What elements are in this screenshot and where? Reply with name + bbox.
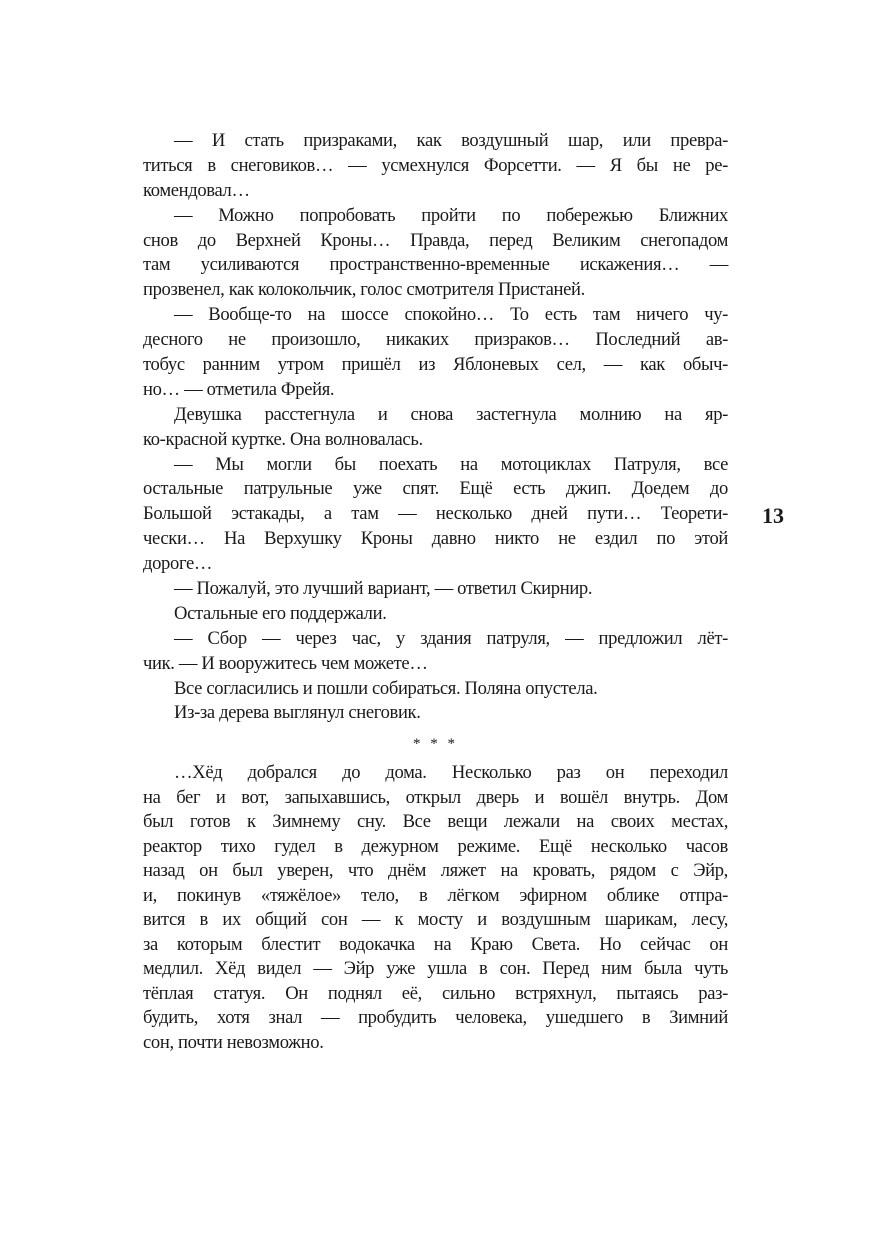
text-line: — Сбор — через час, у здания патруля, — предложил лёт- [174,627,728,649]
text-line: снов до Верхней Кроны… Правда, перед Великим снегопадом [143,229,728,251]
text-line: был готов к Зимнему сну. Все вещи лежали на своих местах, [143,811,728,832]
text-line: комендовал… [143,179,250,201]
text-line: на бег и вот, запыхавшись, открыл дверь и вошёл внутрь. Дом [143,786,728,808]
text-line: но… — отметила Фрейя. [143,378,335,400]
text-line: и, покинув «тяжёлое» тело, в лёгком эфирном облике отпра- [143,884,728,906]
text-line: остальные патрульные уже спят. Ещё есть джип. Доедем до [143,478,728,500]
text-section-1 [143,129,728,726]
text-line: там усиливаются пространственно-временные искажения… — [143,254,728,276]
text-line: Большой эстакады, а там — несколько дней пути… Теорети- [143,503,728,525]
text-line: будить, хотя знал — пробудить человека, ушедшего в Зимний [143,1007,728,1028]
text-line: Остальные его поддержали. [174,602,387,624]
text-line: чески… На Верхушку Кроны давно никто не ездил по этой [143,528,728,550]
text-line: десного не произошло, никаких призраков… Последний ав- [143,329,728,351]
page-number: 13 [762,503,784,528]
text-line: назад он был уверен, что днём ляжет на кровать, рядом с Эйр, [143,860,728,881]
text-line: — Мы могли бы поехать на мотоциклах Патруля, все [174,453,728,475]
text-line: титься в снеговиков… — усмехнулся Форсетти. — Я бы не ре- [143,154,728,176]
text-line: медлил. Хёд видел — Эйр уже ушла в сон. Перед ним была чуть [143,958,728,979]
text-line: прозвенел, как колокольчик, голос смотрителя Пристаней. [143,279,585,301]
text-line: — Пожалуй, это лучший вариант, — ответил Скирнир. [174,578,593,600]
text-line: ко-красной куртке. Она волновалась. [143,428,423,450]
text-line: вится в их общий сон — к мосту и воздушным шарикам, лесу, [143,909,728,930]
text-line: — Можно попробовать пройти по побережью Ближних [174,204,728,226]
section-separator: * * * [413,736,458,752]
text-line: тёплая статуя. Он поднял её, сильно встряхнул, пытаясь раз- [143,982,728,1004]
text-line: тобус ранним утром пришёл из Яблоневых сел, — как обыч- [143,354,728,376]
text-line: дороге… [143,553,213,575]
text-line: реактор тихо гудел в дежурном режиме. Ещё несколько часов [143,835,728,857]
text-line: Девушка расстегнула и снова застегнула молнию на яр- [174,403,728,425]
text-line: сон, почти невозможно. [143,1031,324,1053]
text-line: чик. — И вооружитесь чем можете… [143,652,428,674]
text-line: — И стать призраками, как воздушный шар, или превра- [174,130,728,151]
text-line: Все согласились и пошли собираться. Поляна опустела. [174,677,598,699]
text-section-2 [143,761,728,1055]
text-line: за которым блестит водокачка на Краю Света. Но сейчас он [143,933,728,955]
text-line: Из-за дерева выглянул снеговик. [174,702,421,724]
text-line: …Хёд добрался до дома. Несколько раз он переходил [174,762,728,783]
text-line: — Вообще-то на шоссе спокойно… То есть там ничего чу- [174,304,728,326]
